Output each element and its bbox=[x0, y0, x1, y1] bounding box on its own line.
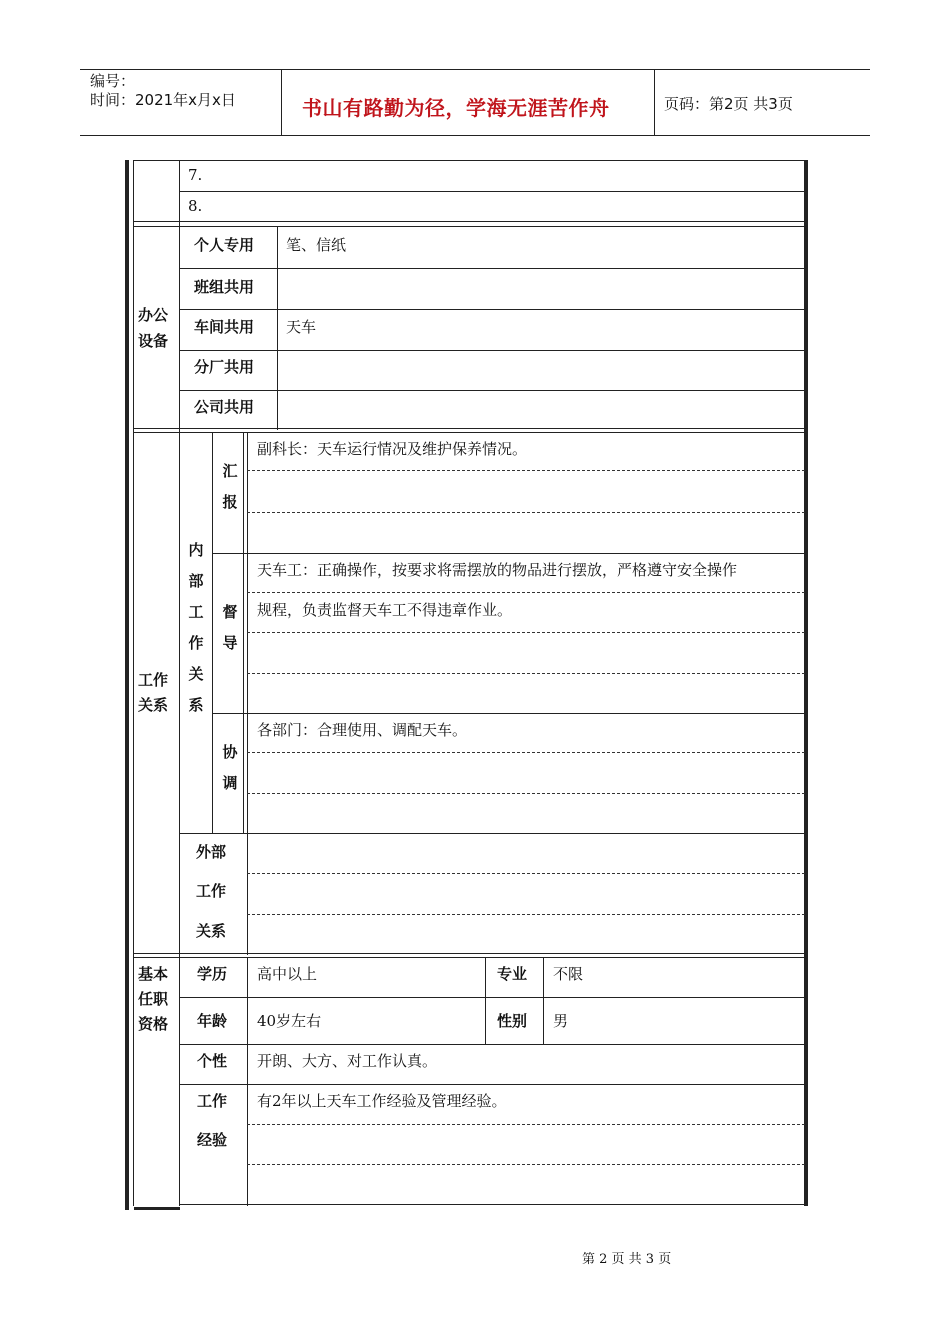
external-dash-2 bbox=[247, 914, 805, 915]
office-item-label-team: 班组共用 bbox=[194, 278, 255, 296]
office-item-value-workshop: 天车 bbox=[286, 318, 317, 336]
content-divider-internal-2 bbox=[243, 432, 244, 834]
header-motto: 书山有路勤为径，学海无涯苦作舟 bbox=[302, 96, 610, 120]
internal-label-divider bbox=[212, 432, 213, 834]
office-equipment-label-2: 设备 bbox=[138, 332, 169, 350]
row-rule-7 bbox=[179, 191, 805, 192]
external-label-1: 外部 bbox=[196, 843, 227, 861]
supervise-dash-3 bbox=[247, 673, 805, 674]
header-bottom-rule bbox=[80, 135, 870, 136]
qual-mid-divider-right bbox=[543, 957, 544, 1044]
office-rule-3 bbox=[179, 350, 805, 351]
supervise-char-2: 导 bbox=[222, 634, 238, 652]
work-relations-label-2: 关系 bbox=[138, 696, 169, 714]
internal-char-1: 内 bbox=[188, 541, 204, 559]
office-equipment-label-1: 办公 bbox=[138, 306, 169, 324]
personality-value: 开朗、大方、对工作认真。 bbox=[257, 1052, 438, 1070]
office-item-value-personal: 笔、信纸 bbox=[286, 236, 347, 254]
table-right-thick-border bbox=[804, 160, 808, 1206]
external-dash-1 bbox=[247, 873, 805, 874]
header-divider-right bbox=[654, 69, 655, 135]
gender-value: 男 bbox=[553, 1012, 569, 1030]
qual-rule-2 bbox=[179, 1044, 805, 1045]
supervise-label bbox=[220, 597, 240, 659]
page-number-label: 页码：第2页 共3页 bbox=[664, 95, 793, 113]
coordinate-text: 各部门：合理使用、调配天车。 bbox=[257, 721, 468, 739]
qualifications-label-3: 资格 bbox=[138, 1015, 169, 1033]
office-rule-2 bbox=[179, 309, 805, 310]
section-rule-qualifications-2 bbox=[133, 957, 805, 958]
experience-label-2: 经验 bbox=[197, 1131, 228, 1149]
experience-dash-2 bbox=[247, 1164, 805, 1165]
section-rule-relations-2 bbox=[133, 432, 805, 433]
office-rule-4 bbox=[179, 390, 805, 391]
work-relations-label-1: 工作 bbox=[138, 671, 169, 689]
qual-label-divider bbox=[247, 957, 248, 1206]
section-rule-office-2 bbox=[133, 226, 805, 227]
supervise-text-line-1: 天车工：正确操作，按要求将需摆放的物品进行摆放，严格遵守安全操作 bbox=[257, 561, 738, 579]
section-rule-relations bbox=[133, 428, 805, 429]
experience-label-1: 工作 bbox=[197, 1092, 228, 1110]
gender-label: 性别 bbox=[497, 1012, 528, 1030]
internal-bottom-rule bbox=[179, 833, 805, 834]
office-item-label-personal: 个人专用 bbox=[194, 236, 255, 254]
section-rule-office bbox=[133, 221, 805, 222]
external-label-3: 关系 bbox=[196, 922, 227, 940]
coordinate-char-2: 调 bbox=[222, 774, 238, 792]
report-dash-1 bbox=[247, 470, 805, 471]
table-bottom-border bbox=[179, 1204, 805, 1205]
list-item-7: 7. bbox=[188, 166, 203, 184]
report-bottom-rule bbox=[212, 553, 805, 554]
external-label-divider bbox=[247, 833, 248, 955]
major-value: 不限 bbox=[553, 965, 584, 983]
supervise-dash-1 bbox=[247, 592, 805, 593]
report-label bbox=[220, 456, 240, 518]
supervise-dash-2 bbox=[247, 632, 805, 633]
personality-label: 个性 bbox=[197, 1052, 228, 1070]
table-left-border bbox=[133, 160, 134, 1206]
office-item-label-branch: 分厂共用 bbox=[194, 358, 255, 376]
header-divider-left bbox=[281, 69, 282, 135]
age-label: 年龄 bbox=[197, 1012, 228, 1030]
doc-time-label: 时间：2021年x月x日 bbox=[90, 91, 236, 109]
list-item-8: 8. bbox=[188, 197, 203, 215]
internal-relations-label bbox=[186, 535, 206, 721]
content-divider-internal bbox=[247, 432, 248, 834]
external-label-2: 工作 bbox=[196, 882, 227, 900]
header-top-rule bbox=[80, 69, 870, 70]
qual-mid-divider-left bbox=[485, 957, 486, 1044]
internal-char-5: 关 bbox=[188, 665, 204, 683]
qual-rule-3 bbox=[179, 1084, 805, 1085]
office-item-label-workshop: 车间共用 bbox=[194, 318, 255, 336]
qualifications-label-1: 基本 bbox=[138, 965, 169, 983]
office-item-label-company: 公司共用 bbox=[194, 398, 255, 416]
internal-char-3: 工 bbox=[188, 603, 204, 621]
experience-dash-1 bbox=[247, 1124, 805, 1125]
supervise-char-1: 督 bbox=[222, 603, 238, 621]
coordinate-label bbox=[220, 737, 240, 799]
section-rule-qualifications bbox=[133, 953, 805, 954]
report-char-2: 报 bbox=[222, 493, 238, 511]
table-left-thick-border bbox=[125, 160, 129, 1210]
doc-number-label: 编号： bbox=[90, 72, 136, 90]
section-label-divider bbox=[179, 160, 180, 1206]
report-dash-2 bbox=[247, 512, 805, 513]
internal-char-6: 系 bbox=[188, 696, 204, 714]
supervise-text-line-2: 规程，负责监督天车工不得违章作业。 bbox=[257, 601, 513, 619]
major-label: 专业 bbox=[497, 965, 528, 983]
office-sublabel-divider bbox=[277, 226, 278, 430]
coordinate-char-1: 协 bbox=[222, 743, 238, 761]
table-top-border bbox=[133, 160, 805, 161]
report-text: 副科长：天车运行情况及维护保养情况。 bbox=[257, 440, 528, 458]
table-bottom-thick-mark bbox=[134, 1207, 180, 1210]
education-label: 学历 bbox=[197, 965, 228, 983]
supervise-bottom-rule bbox=[212, 713, 805, 714]
age-value: 40岁左右 bbox=[257, 1012, 322, 1030]
qual-rule-1 bbox=[179, 997, 805, 998]
coordinate-dash-1 bbox=[247, 752, 805, 753]
report-char-1: 汇 bbox=[222, 462, 238, 480]
office-rule-1 bbox=[179, 268, 805, 269]
experience-value: 有2年以上天车工作经验及管理经验。 bbox=[257, 1092, 507, 1110]
internal-char-2: 部 bbox=[188, 572, 204, 590]
page-footer: 第 2 页 共 3 页 bbox=[582, 1252, 672, 1267]
education-value: 高中以上 bbox=[257, 965, 318, 983]
coordinate-dash-2 bbox=[247, 793, 805, 794]
qualifications-label-2: 任职 bbox=[138, 990, 169, 1008]
internal-char-4: 作 bbox=[188, 634, 204, 652]
